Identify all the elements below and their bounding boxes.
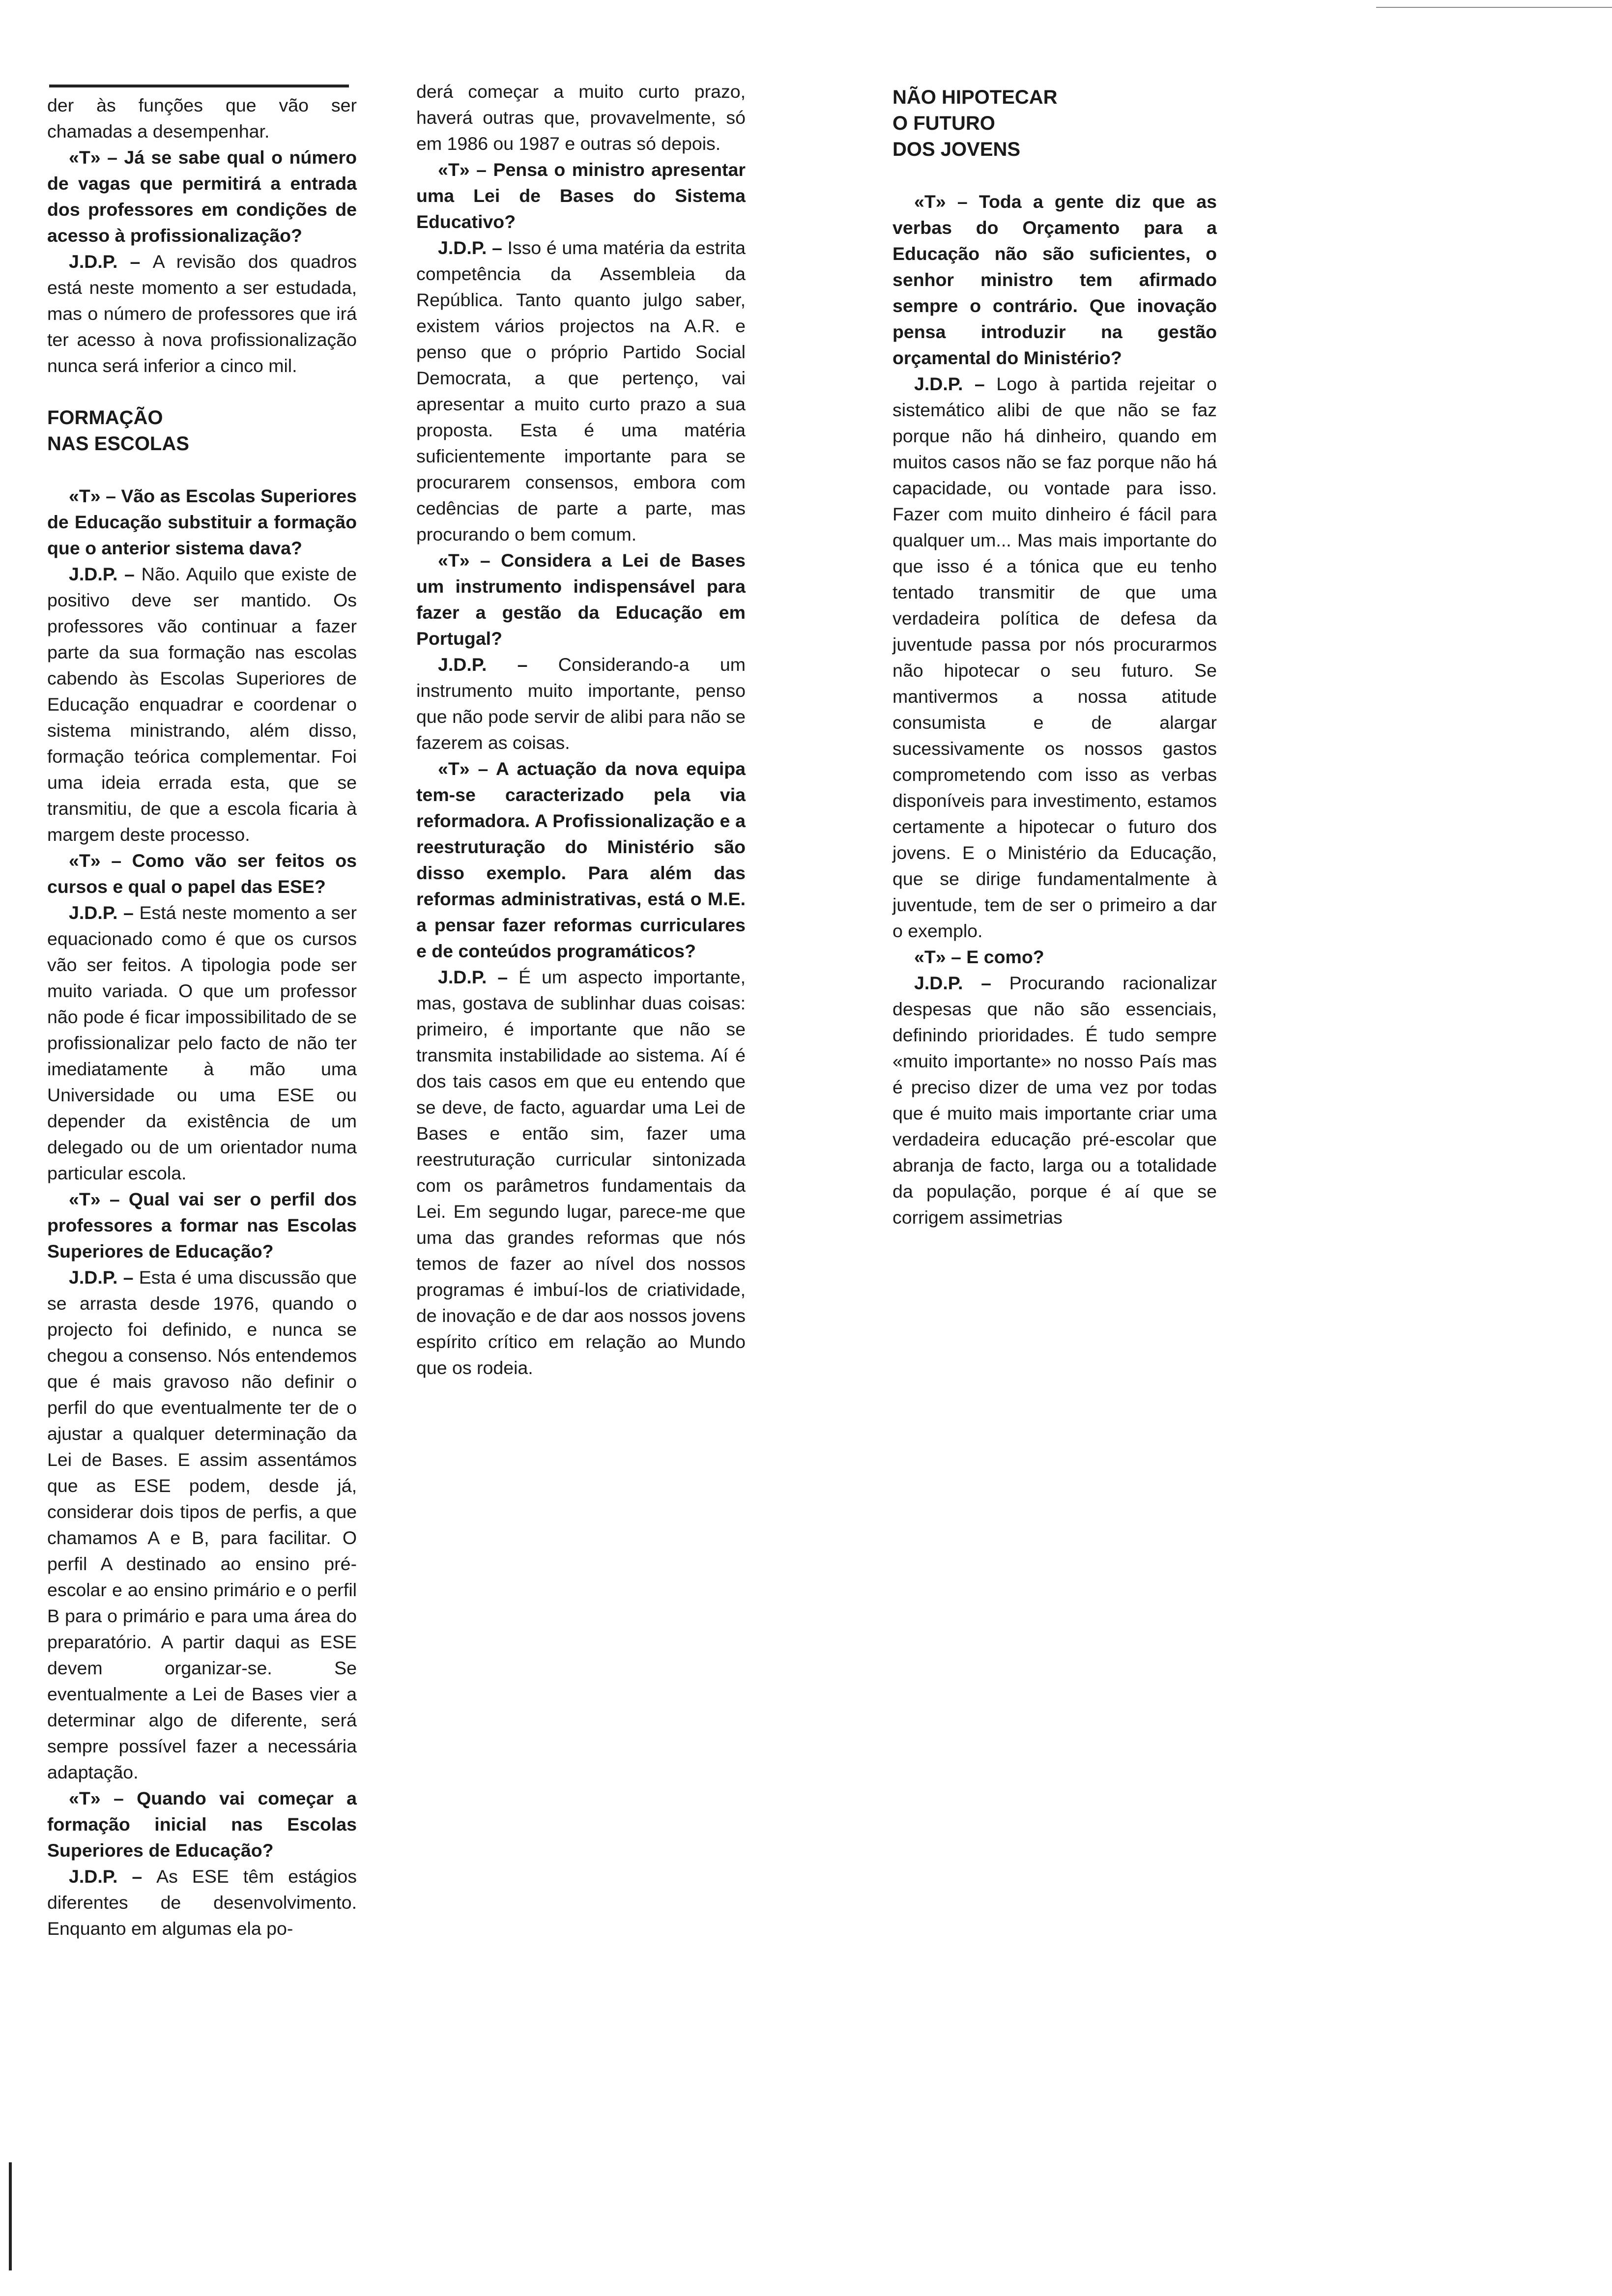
paragraph: derá começar a muito curto prazo, haverá outras que, provavelmente, só em 1986 ou 1987 e outras só depois. <box>416 81 746 154</box>
answer: J.D.P. – Considerando-a um instrumento muito importante, penso que não pode servir de alibi para não se fazerem as coisas. <box>416 654 746 753</box>
answer: J.D.P. – Esta é uma discussão que se arrasta desde 1976, quando o projecto foi definido, e nunca se chegou a consenso. Nós entendemos que é mais gravoso não definir o perfil do que eventualmente ter de o ajustar a qualquer determinação da Lei de Bases. E assim assentámos que as ESE podem, desde já, considerar dois tipos de perfis, a que chamamos A e B, para facilitar. O perfil A destinado ao ensino pré-escolar e ao ensino primário e o perfil B para o primário e para uma área do preparatório. A partir daqui as ESE devem organizar-se. Se eventualmente a Lei de Bases vier a determinar algo de diferente, será sempre possível fazer a necessária adaptação. <box>47 1267 357 1782</box>
speaker-label: J.D.P. – <box>69 902 140 923</box>
question: «T» – Pensa o ministro apresentar uma Lei de Bases do Sistema Educativo? <box>416 159 746 232</box>
column-1 <box>47 92 357 1942</box>
answer: J.D.P. – As ESE têm estágios diferentes de desenvolvimento. Enquanto em algumas ela po- <box>47 1866 357 1939</box>
speaker-label: J.D.P. – <box>438 654 558 675</box>
answer: J.D.P. – Logo à partida rejeitar o sistemático alibi de que não se faz porque não há dinheiro, quando em muitos casos não se faz porque não há capacidade, ou vontade para isso. Fazer com muito dinheiro é fácil para qualquer um... Mas mais importante do que isso é a tónica que eu tenho tentado transmitir de que uma verdadeira política de defesa da juventude passa por nós procurarmos não hipotecar o seu futuro. Se mantivermos a nossa atitude consumista e de alargar sucessivamente os nossos gastos comprometendo com isso as verbas disponíveis para investimento, estamos certamente a hipotecar o futuro dos jovens. E o Ministério da Educação, que se dirige fundamentalmente à juventude, tem de ser o primeiro a dar o exemplo. <box>892 373 1217 941</box>
question: «T» – Toda a gente diz que as verbas do Orçamento para a Educação não são suficientes, o senhor ministro tem afirmado sempre o contrário. Que inovação pensa introduzir na gestão orçamental do Ministério? <box>892 191 1217 368</box>
answer: J.D.P. – Está neste momento a ser equacionado como é que os cursos vão ser feitos. A tipologia pode ser muito variada. O que um professor não pode é ficar impossibilitado de se profissionalizar pelo facto de não ter imediatamente à mão uma Universidade ou uma ESE ou depender da existência de um delegado ou de um orientador numa particular escola. <box>47 902 357 1183</box>
scan-left-margin-line <box>9 2162 12 2270</box>
question: «T» – Já se sabe qual o número de vagas que permitirá a entrada dos professores em condições de acesso à profissionalização? <box>47 147 357 246</box>
speaker-label: J.D.P. – <box>914 973 1009 993</box>
scan-rule-corner <box>1376 7 1612 8</box>
answer: J.D.P. – Procurando racionalizar despesas que não são essenciais, definindo prioridades. É tudo sempre «muito importante» no nosso País mas é preciso dizer de uma vez por todas que é muito mais importante criar uma verdadeira educação pré-escolar que abranja de facto, larga ou a totalidade da população, porque é aí que se corrigem assimetrias <box>892 973 1217 1228</box>
speaker-label: J.D.P. – <box>69 564 142 584</box>
question: «T» – Considera a Lei de Bases um instrumento indispensável para fazer a gestão da Educação em Portugal? <box>416 550 746 649</box>
speaker-label: J.D.P. – <box>438 967 519 987</box>
scan-rule-top <box>49 85 349 87</box>
column-3 <box>892 85 1217 1231</box>
paragraph: der às funções que vão ser chamadas a desempenhar. <box>47 95 357 142</box>
answer: J.D.P. – Não. Aquilo que existe de positivo deve ser mantido. Os professores vão continuar a fazer parte da sua formação nas escolas cabendo às Escolas Superiores de Educação enquadrar e coordenar o sistema ministrando, além disso, formação teórica complementar. Foi uma ideia errada esta, que se transmitiu, de que a escola ficaria à margem deste processo. <box>47 564 357 845</box>
speaker-label: J.D.P. – <box>69 1267 139 1288</box>
speaker-label: J.D.P. – <box>914 373 997 394</box>
answer: J.D.P. – A revisão dos quadros está neste momento a ser estudada, mas o número de professores que irá ter acesso à nova profissionalização nunca será inferior a cinco mil. <box>47 251 357 376</box>
speaker-label: J.D.P. – <box>69 251 153 272</box>
speaker-label: J.D.P. – <box>438 237 508 258</box>
section-heading: FORMAÇÃO NAS ESCOLAS <box>47 407 189 455</box>
speaker-label: J.D.P. – <box>69 1866 157 1887</box>
answer: J.D.P. – Isso é uma matéria da estrita competência da Assembleia da República. Tanto quanto julgo saber, existem vários projectos na A.R. e penso que o próprio Partido Social Democrata, a que pertenço, vai apresentar a muito curto prazo a sua proposta. Esta é uma matéria suficientemente importante para se procurarem consensos, embora com cedências de parte a parte, mas procurando o bem comum. <box>416 237 746 545</box>
question: «T» – A actuação da nova equipa tem-se caracterizado pela via reformadora. A Profissionalização e a reestruturação do Ministério são disso exemplo. Para além das reformas administrativas, está o M.E. a pensar fazer reformas curriculares e de conteúdos programáticos? <box>416 758 746 961</box>
section-heading: NÃO HIPOTECAR O FUTURO DOS JOVENS <box>892 86 1058 160</box>
answer: J.D.P. – É um aspecto importante, mas, gostava de sublinhar duas coisas: primeiro, é importante que não se transmita instabilidade ao sistema. Aí é dos tais casos em que eu entendo que se deve, de facto, aguardar uma Lei de Bases e então sim, fazer uma reestruturação curricular sintonizada com os parâmetros fundamentais da Lei. Em segundo lugar, parece-me que uma das grandes reformas que nós temos de fazer ao nível dos nossos programas é imbuí-los de criatividade, de inovação e de dar aos nossos jovens espírito crítico em relação ao Mundo que os rodeia. <box>416 967 746 1378</box>
question: «T» – Qual vai ser o perfil dos professores a formar nas Escolas Superiores de Educação? <box>47 1189 357 1262</box>
column-2 <box>416 79 746 1381</box>
question: «T» – Quando vai começar a formação inicial nas Escolas Superiores de Educação? <box>47 1788 357 1861</box>
question: «T» – E como? <box>914 947 1044 967</box>
question: «T» – Vão as Escolas Superiores de Educação substituir a formação que o anterior sistema dava? <box>47 486 357 558</box>
question: «T» – Como vão ser feitos os cursos e qual o papel das ESE? <box>47 850 357 897</box>
